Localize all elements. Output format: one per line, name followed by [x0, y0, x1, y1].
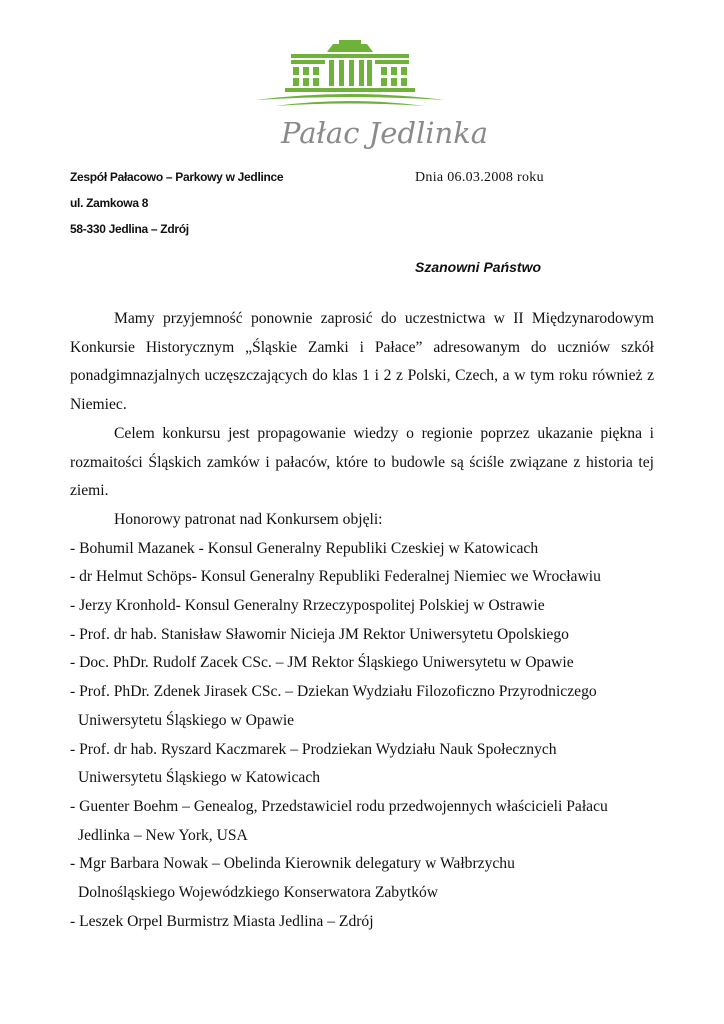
paragraph-patronage: Honorowy patronat nad Konkursem objęli:: [114, 510, 383, 528]
letter-body: [70, 305, 654, 936]
address-line-1: Zespół Pałacowo – Parkowy w Jedlince: [70, 170, 284, 184]
logo-text: Pałac Jedlinka: [281, 116, 489, 150]
patron-item-continued: Jedlinka – New York, USA: [78, 826, 248, 844]
address-line-2: ul. Zamkowa 8: [70, 196, 149, 210]
address-line-3: 58-330 Jedlina – Zdrój: [70, 222, 189, 236]
patron-item-continued: Uniwersytetu Śląskiego w Opawie: [78, 711, 295, 729]
patron-item-continued: Dolnośląskiego Wojewódzkiego Konserwatora Zabytków: [78, 884, 439, 902]
patron-item: - Prof. dr hab. Ryszard Kaczmarek – Prodziekan Wydziału Nauk Społecznych: [70, 740, 557, 758]
paragraph-invitation: Mamy przyjemność ponownie zaprosić do uczestnictwa w II Międzynarodowym Konkursie Historycznym „Śląskie Zamki i Pałace” adresowanym do uczniów szkół ponadgimnazjalnych uczęszczających do klas 1 i 2 z Polski, Czech, a w tym roku również z Niemiec.: [70, 310, 654, 414]
patron-item-continued: Uniwersytetu Śląskiego w Katowicach: [78, 769, 321, 787]
patron-item: - Bohumil Mazanek - Konsul Generalny Republiki Czeskiej w Katowicach: [70, 539, 539, 557]
patron-list: [70, 535, 654, 937]
patron-item: - Prof. dr hab. Stanisław Sławomir Nicieja JM Rektor Uniwersytetu Opolskiego: [70, 625, 569, 643]
logo: [255, 40, 489, 165]
patron-item: - Leszek Orpel Burmistrz Miasta Jedlina – Zdrój: [70, 912, 374, 930]
patron-item: - dr Helmut Schöps- Konsul Generalny Republiki Federalnej Niemiec we Wrocławiu: [70, 568, 601, 586]
patron-item: - Mgr Barbara Nowak – Obelinda Kierownik delegatury w Wałbrzychu: [70, 855, 515, 873]
paragraph-purpose: Celem konkursu jest propagowanie wiedzy o regionie poprzez ukazanie piękna i rozmaitości Śląskich zamków i pałaców, które to budowle są ściśle związane z historia tej ziemi.: [70, 424, 654, 500]
salutation: Szanowni Państwo: [415, 259, 542, 275]
patron-item: - Guenter Boehm – Genealog, Przedstawiciel rodu przedwojennych właścicieli Pałacu: [70, 797, 608, 815]
patron-item: - Jerzy Kronhold- Konsul Generalny Rrzeczypospolitej Polskiej w Ostrawie: [70, 597, 545, 615]
patron-item: - Doc. PhDr. Rudolf Zacek CSc. – JM Rektor Śląskiego Uniwersytetu w Opawie: [70, 654, 574, 672]
palace-icon: [255, 40, 445, 120]
letter-date: Dnia 06.03.2008 roku: [415, 170, 544, 185]
patron-item: - Prof. PhDr. Zdenek Jirasek CSc. – Dziekan Wydziału Filozoficzno Przyrodniczego: [70, 683, 597, 701]
